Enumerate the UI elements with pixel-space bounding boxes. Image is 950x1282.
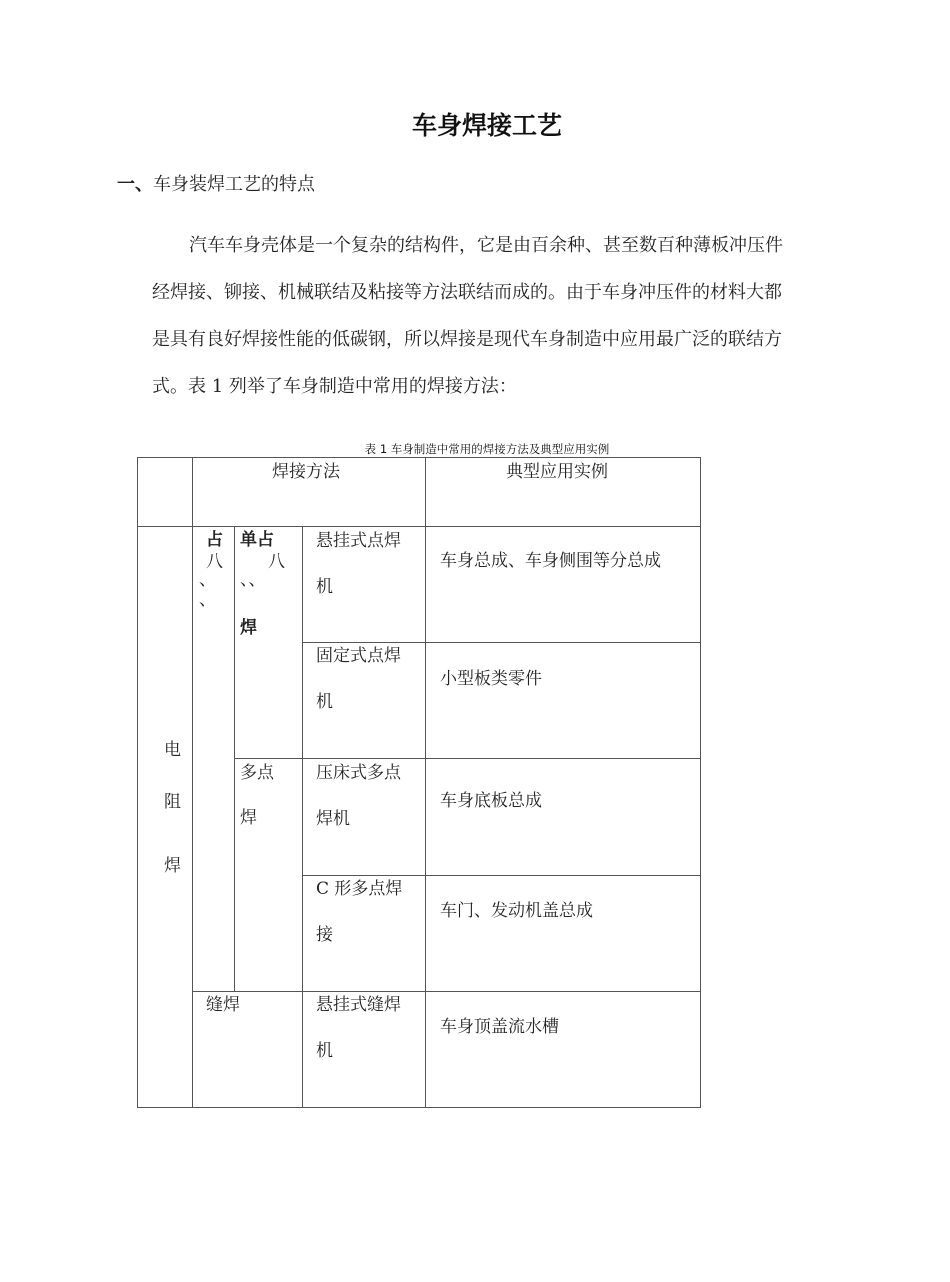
header-example: 典型应用实例: [506, 462, 608, 482]
table-caption: 表 1 车身制造中常用的焊接方法及典型应用实例: [364, 442, 610, 456]
machine-name: 焊机: [316, 809, 350, 829]
example-text: 车身总成、车身侧围等分总成: [440, 551, 661, 571]
group-label-char: 焊: [164, 856, 181, 876]
single-spot-label: 焊: [240, 618, 257, 638]
single-spot-label: 单占: [240, 530, 274, 550]
machine-name: C 形多点焊: [316, 879, 403, 899]
paragraph-line: 式。表 1 列举了车身制造中常用的焊接方法：: [152, 376, 517, 397]
machine-name: 机: [316, 577, 333, 597]
multi-spot-label: 焊: [240, 808, 257, 828]
machine-name: 接: [316, 925, 333, 945]
page-title: 车身焊接工艺: [411, 111, 562, 140]
single-spot-label: 八: [268, 552, 285, 572]
machine-name: 固定式点焊: [316, 646, 401, 666]
spot-label: 八: [206, 552, 223, 572]
paragraph-line: 汽车车身壳体是一个复杂的结构件，它是由百余种、甚至数百种薄板冲压件: [189, 235, 783, 256]
machine-name: 悬挂式点焊: [316, 531, 401, 551]
section-number: 一、: [117, 174, 153, 195]
paragraph-line: 经焊接、铆接、机械联结及粘接等方法联结而成的。由于车身冲压件的材料大都: [152, 282, 782, 303]
example-text: 小型板类零件: [440, 669, 542, 689]
example-text: 车身底板总成: [440, 791, 542, 811]
example-text: 车身顶盖流水槽: [440, 1017, 559, 1037]
seam-weld-label: 缝焊: [206, 995, 240, 1015]
machine-name: 机: [316, 692, 333, 712]
spot-label: 、: [199, 590, 216, 610]
machine-name: 机: [316, 1041, 333, 1061]
section-title: 车身装焊工艺的特点: [153, 174, 315, 195]
machine-name: 悬挂式缝焊: [316, 995, 401, 1015]
paragraph-line: 是具有良好焊接性能的低碳钢，所以焊接是现代车身制造中应用最广泛的联结方: [152, 329, 782, 350]
group-label-char: 电: [164, 740, 181, 760]
spot-label: 、: [199, 570, 216, 590]
multi-spot-label: 多点: [240, 763, 274, 783]
example-text: 车门、发动机盖总成: [440, 901, 593, 921]
group-label-char: 阻: [164, 792, 181, 812]
spot-label: 占: [206, 530, 223, 550]
machine-name: 压床式多点: [316, 763, 401, 783]
single-spot-label: 、、: [240, 570, 266, 590]
header-method: 焊接方法: [272, 462, 340, 482]
